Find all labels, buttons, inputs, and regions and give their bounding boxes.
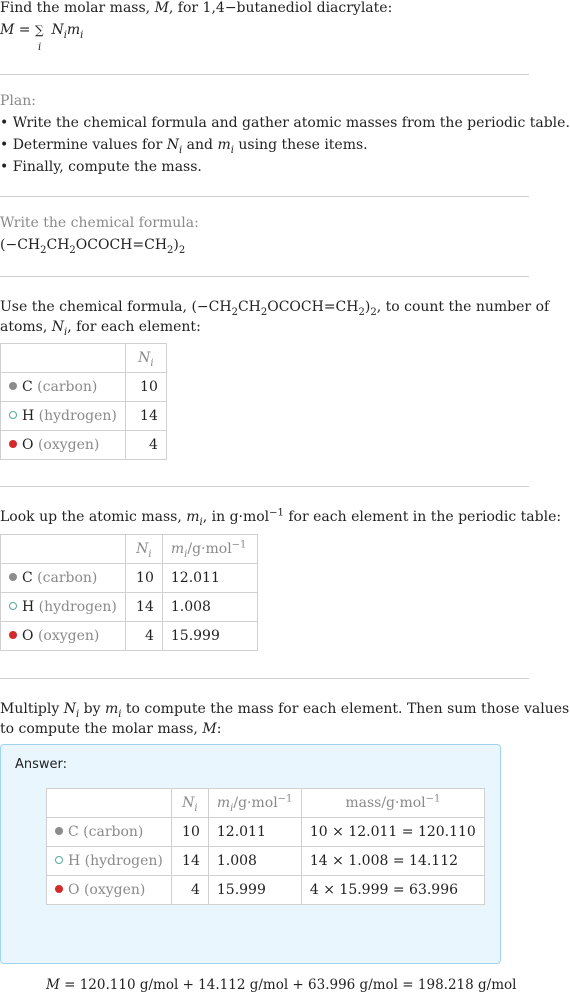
- element-cell: [1, 593, 126, 622]
- atomic-mass: 15.999: [162, 622, 257, 651]
- inline-formula: [191, 299, 377, 318]
- formula-part: (−CH: [191, 299, 232, 315]
- atom-count: 4: [171, 876, 208, 905]
- Ni-sub: i: [194, 802, 198, 814]
- count-table: [0, 343, 167, 460]
- Ni-symbol: N: [138, 350, 151, 366]
- element-cell: [47, 818, 172, 847]
- final-M: M: [46, 977, 60, 993]
- mi-unit: /g·mol: [187, 541, 232, 557]
- lookup-section: [0, 507, 562, 528]
- formula-sub: 2: [167, 244, 174, 256]
- element-symbol: H: [22, 408, 35, 424]
- element-cell: [1, 402, 126, 431]
- element-symbol: O: [22, 437, 34, 453]
- oxygen-dot-icon: [9, 631, 17, 639]
- count-text-d: , for each element:: [67, 319, 201, 335]
- header-empty: [47, 789, 172, 818]
- lookup-text-c: for each element in the periodic table:: [283, 509, 562, 525]
- atomic-mass: 12.011: [162, 564, 257, 593]
- intro-compound: , for 1,4−butanediol diacrylate:: [168, 0, 393, 16]
- element-name: (carbon): [37, 379, 98, 395]
- formula-m: m: [66, 22, 81, 38]
- header-mi: [208, 789, 301, 818]
- table-header-row: [47, 789, 485, 818]
- element-symbol: C: [68, 824, 79, 840]
- header-mi: [162, 535, 257, 564]
- multiply-text-e: :: [216, 721, 222, 737]
- formula-heading: Write the chemical formula:: [0, 215, 199, 231]
- mass-unit: mass/g·mol: [345, 795, 426, 811]
- intro-prefix: Find the molar mass,: [0, 0, 155, 16]
- formula-sub: 2: [178, 244, 186, 256]
- multiply-text-a: Multiply: [0, 701, 64, 717]
- atom-count: 10: [125, 373, 166, 402]
- mi-symbol: m: [104, 701, 119, 717]
- lookup-exp: −1: [269, 507, 284, 519]
- element-name: (carbon): [37, 570, 98, 586]
- atom-count: 4: [125, 431, 166, 460]
- atom-count: 10: [125, 564, 162, 593]
- header-Ni: [125, 535, 162, 564]
- carbon-dot-icon: [9, 573, 17, 581]
- Ni-symbol: N: [182, 795, 195, 811]
- header-empty: [1, 535, 126, 564]
- atom-count: 14: [125, 593, 162, 622]
- table-row: [1, 373, 167, 402]
- count-text-a: Use the chemical formula,: [0, 299, 192, 315]
- molar-mass-symbol: M: [202, 721, 217, 737]
- element-symbol: H: [22, 599, 35, 615]
- formula-section: [0, 213, 529, 255]
- hydrogen-dot-icon: [9, 602, 17, 610]
- plan-bullet-2: [0, 135, 529, 155]
- divider: [0, 276, 529, 277]
- Ni-sub: i: [179, 144, 183, 156]
- mi-symbol: m: [170, 541, 185, 557]
- Ni-symbol: N: [63, 701, 76, 717]
- Ni-sub: i: [64, 326, 68, 338]
- element-symbol: O: [22, 628, 34, 644]
- count-section: [0, 297, 550, 338]
- divider: [0, 74, 529, 75]
- header-mass: [301, 789, 484, 818]
- formula-N: N: [51, 22, 64, 38]
- count-text-line-1: [0, 297, 550, 318]
- formula-sub: 2: [358, 306, 365, 318]
- element-mass: 4 × 15.999 = 63.996: [301, 876, 484, 905]
- element-cell: [1, 622, 126, 651]
- formula-part: OCOCH=CH: [267, 299, 359, 315]
- table-row: [1, 622, 258, 651]
- formula-m-sub: i: [80, 29, 84, 41]
- oxygen-dot-icon: [9, 440, 17, 448]
- answer-box: [0, 744, 517, 993]
- Ni-sub: i: [75, 708, 80, 720]
- answer-table: [46, 788, 485, 905]
- sigma-index: i: [37, 42, 42, 53]
- element-name: (carbon): [83, 824, 144, 840]
- element-symbol: C: [22, 570, 33, 586]
- mi-sub: i: [184, 548, 188, 560]
- element-name: (hydrogen): [38, 599, 117, 615]
- atom-count: 14: [125, 402, 166, 431]
- element-mass: 10 × 12.011 = 120.110: [301, 818, 484, 847]
- mi-sub: i: [230, 144, 234, 156]
- count-text-c: atoms,: [0, 319, 52, 335]
- multiply-text-c: to compute the mass for each element. Then sum those values: [121, 701, 570, 717]
- atom-count: 14: [171, 847, 208, 876]
- formula-part: ): [173, 237, 179, 253]
- atom-count: 10: [171, 818, 208, 847]
- mi-exp: −1: [277, 793, 293, 805]
- formula-N-sub: i: [63, 29, 67, 41]
- atom-count: 4: [125, 622, 162, 651]
- mi-symbol: m: [217, 137, 231, 153]
- table-row: [1, 402, 167, 431]
- plan-section: [0, 91, 570, 177]
- Ni-sub: i: [150, 357, 154, 369]
- element-name: (oxygen): [83, 882, 146, 898]
- Ni-symbol: N: [136, 541, 149, 557]
- atomic-mass: 1.008: [208, 847, 301, 876]
- table-row: [1, 564, 258, 593]
- divider: [0, 486, 529, 487]
- intro-text: [0, 0, 392, 18]
- formula-sub: 2: [260, 306, 268, 318]
- count-text-line-2: [0, 317, 529, 337]
- lookup-text: [0, 507, 562, 528]
- divider: [0, 196, 529, 197]
- Ni-symbol: N: [51, 319, 65, 335]
- formula-sub: 2: [69, 244, 76, 256]
- table-row: [1, 431, 167, 460]
- element-cell: [47, 847, 172, 876]
- atomic-mass: 1.008: [162, 593, 257, 622]
- element-cell: [47, 876, 172, 905]
- plan-bullet-2-c: using these items.: [233, 137, 368, 153]
- multiply-text-b: by: [79, 701, 105, 717]
- mi-exp: −1: [231, 539, 247, 551]
- atomic-mass: 15.999: [208, 876, 301, 905]
- element-symbol: O: [68, 882, 80, 898]
- hydrogen-dot-icon: [55, 856, 63, 864]
- element-name: (hydrogen): [84, 853, 163, 869]
- hydrogen-dot-icon: [9, 411, 17, 419]
- formula-part: CH: [237, 299, 261, 315]
- lookup-text-a: Look up the atomic mass,: [0, 509, 187, 525]
- divider: [0, 678, 529, 679]
- element-name: (hydrogen): [38, 408, 117, 424]
- plan-bullet-2-a: • Determine values for: [0, 137, 167, 153]
- molar-mass-symbol: M: [154, 0, 169, 16]
- table-header-row: [1, 535, 258, 564]
- table-row: [47, 876, 485, 905]
- formula-sub: 2: [40, 244, 47, 256]
- formula-part: CH: [46, 237, 70, 253]
- chemical-formula: [0, 235, 529, 255]
- mass-table: [0, 534, 258, 651]
- multiply-text-line-2: [0, 719, 529, 739]
- element-cell: [1, 431, 126, 460]
- plan-bullet-1: • Write the chemical formula and gather atomic masses from the periodic table.: [0, 115, 570, 131]
- table-row: [1, 593, 258, 622]
- formula-sub: 2: [231, 306, 238, 318]
- mass-exp: −1: [425, 793, 441, 805]
- sigma-glyph: ∑: [34, 23, 44, 37]
- mi-unit: /g·mol: [233, 795, 278, 811]
- element-symbol: C: [22, 379, 33, 395]
- element-cell: [1, 564, 126, 593]
- multiply-section: [0, 699, 570, 739]
- final-equation: = 120.110 g/mol + 14.112 g/mol + 63.996 g/mol = 198.218 g/mol: [59, 977, 517, 993]
- carbon-dot-icon: [9, 382, 17, 390]
- header-empty: [1, 344, 126, 373]
- carbon-dot-icon: [55, 827, 63, 835]
- molar-mass-formula: [0, 20, 84, 53]
- header-Ni: [125, 344, 166, 373]
- count-text-b: , to count the number of: [376, 299, 550, 315]
- formula-lhs: M: [0, 22, 15, 38]
- table-header-row: [1, 344, 167, 373]
- formula-sub: 2: [370, 306, 377, 318]
- mi-sub: i: [230, 802, 234, 814]
- multiply-text-d: to compute the molar mass,: [0, 721, 203, 737]
- formula-part: OCOCH=CH: [75, 237, 168, 253]
- lookup-text-b: , in g·mol: [202, 509, 270, 525]
- table-row: [47, 818, 485, 847]
- oxygen-dot-icon: [55, 885, 63, 893]
- table-row: [47, 847, 485, 876]
- Ni-symbol: N: [166, 137, 179, 153]
- header-Ni: [171, 789, 208, 818]
- element-cell: [1, 373, 126, 402]
- formula-part: (−CH: [0, 237, 41, 253]
- Ni-sub: i: [148, 548, 152, 560]
- mi-symbol: m: [186, 509, 200, 525]
- atomic-mass: 12.011: [208, 818, 301, 847]
- element-name: (oxygen): [37, 628, 100, 644]
- plan-bullet-2-b: and: [182, 137, 218, 153]
- answer-label: Answer:: [15, 757, 68, 772]
- mi-sub: i: [199, 516, 203, 528]
- final-answer: [46, 977, 516, 993]
- formula-equals: =: [14, 22, 35, 38]
- mi-symbol: m: [216, 795, 231, 811]
- plan-bullet-3: • Finally, compute the mass.: [0, 159, 202, 175]
- element-symbol: H: [68, 853, 81, 869]
- element-name: (oxygen): [37, 437, 100, 453]
- multiply-text-line-1: [0, 699, 570, 720]
- formula-part: ): [364, 299, 371, 315]
- mi-sub: i: [118, 708, 122, 720]
- element-mass: 14 × 1.008 = 14.112: [301, 847, 484, 876]
- sum-symbol: [34, 20, 47, 53]
- plan-heading: Plan:: [0, 93, 36, 109]
